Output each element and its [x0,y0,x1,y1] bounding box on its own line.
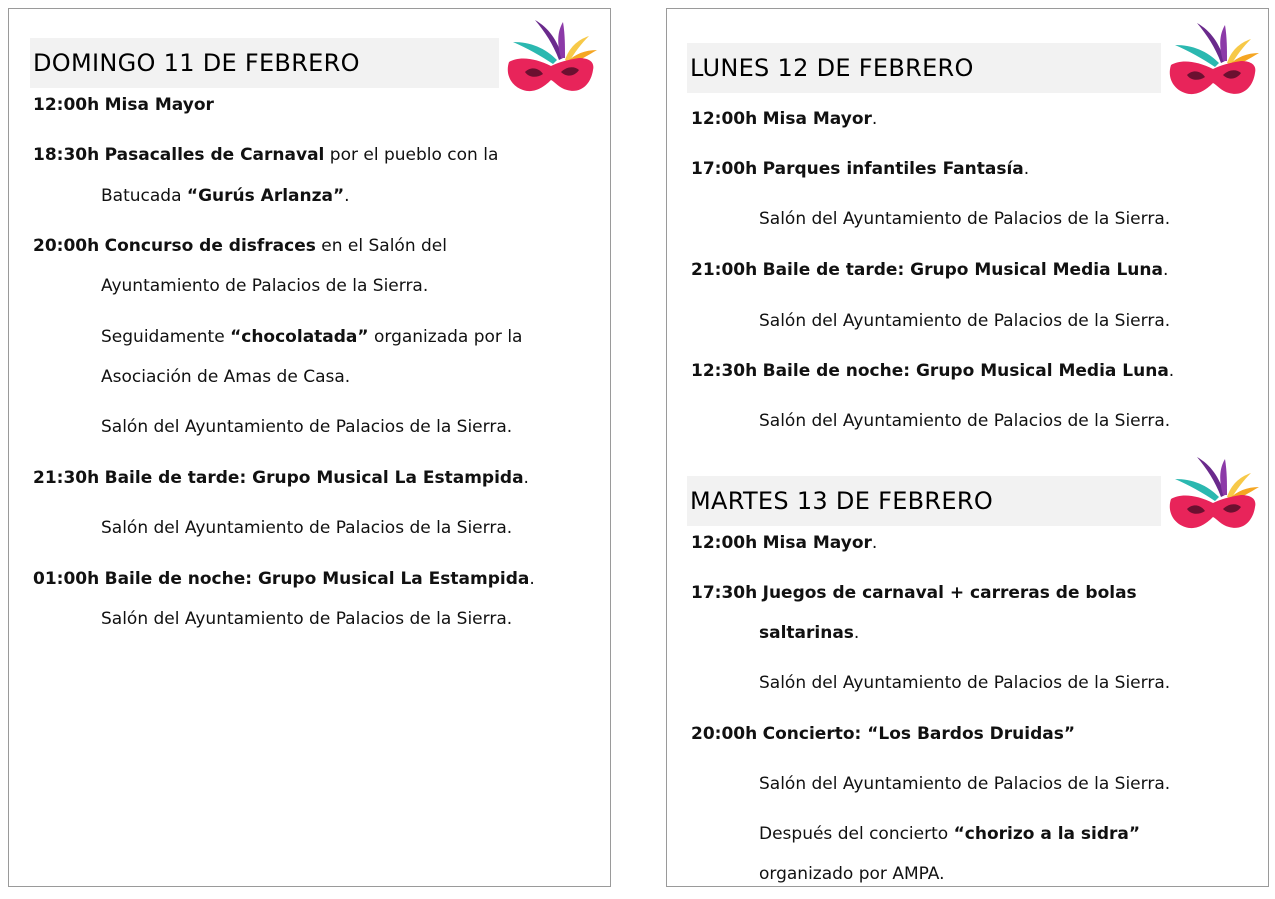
day-heading-domingo: DOMINGO 11 DE FEBRERO [30,38,499,88]
event-title: Concurso de disfraces [104,236,316,256]
event-text: por el pueblo con la [324,145,499,165]
event-title: Misa Mayor [762,533,872,553]
day-heading-lunes: LUNES 12 DE FEBRERO [687,43,1161,93]
event-title: Misa Mayor [104,95,214,115]
event-title: Parques infantiles Fantasía [762,159,1024,179]
event-line [759,822,1140,846]
page-left [8,8,611,887]
event-text: . [344,186,350,206]
event-time: 17:30h [691,583,758,603]
event-text: . [523,468,529,488]
event-text: . [1162,260,1169,280]
event-venue: Salón del Ayuntamiento de Palacios de la Sierra. [759,209,1171,229]
carnival-mask-icon [1167,455,1259,531]
event-venue: Salón del Ayuntamiento de Palacios de la Sierra. [759,411,1171,431]
event-line [33,466,529,490]
event-text: . [871,533,878,553]
event-title: Baile de tarde: Grupo Musical La Estampida [104,468,524,488]
event-time: 20:00h [33,236,100,256]
event-time: 12:30h [691,361,758,381]
event-line [759,621,859,645]
event-text: . [1023,159,1030,179]
event-time: 12:00h [691,533,758,553]
event-line [101,184,350,208]
event-text: . [871,109,878,129]
event-title: saltarinas [759,623,854,643]
event-highlight: “Gurús Arlanza” [186,186,345,206]
event-venue: Salón del Ayuntamiento de Palacios de la Sierra. [759,774,1171,794]
event-text: organizado por AMPA. [759,864,945,884]
event-text: Ayuntamiento de Palacios de la Sierra. [101,276,429,296]
event-text: . [529,569,535,589]
page-right [666,8,1269,887]
event-venue: Salón del Ayuntamiento de Palacios de la Sierra. [101,417,513,437]
event-line [691,157,1029,181]
event-line [101,365,350,389]
event-time: 12:00h [691,109,758,129]
event-line [691,722,1075,746]
event-highlight: “chorizo a la sidra” [953,824,1141,844]
event-title: Juegos de carnaval + carreras de bolas [762,583,1137,603]
event-line [691,359,1174,383]
event-text: . [1168,361,1175,381]
event-highlight: “chocolatada” [230,327,369,347]
event-time: 20:00h [691,724,758,744]
event-title: Pasacalles de Carnaval [104,145,325,165]
event-time: 21:30h [33,468,100,488]
event-line [101,325,522,349]
event-line [691,258,1168,282]
event-text: Batucada [101,186,187,206]
event-venue: Salón del Ayuntamiento de Palacios de la Sierra. [101,609,513,629]
event-time: 01:00h [33,569,100,589]
event-line [691,531,877,555]
carnival-mask-icon [505,18,597,94]
event-venue: Salón del Ayuntamiento de Palacios de la Sierra. [759,311,1171,331]
event-line [101,274,428,298]
event-line [33,567,535,591]
event-title: Baile de tarde: Grupo Musical Media Luna [762,260,1163,280]
event-line [759,862,945,886]
event-line [691,107,877,131]
event-text: Seguidamente [101,327,231,347]
event-time: 21:00h [691,260,758,280]
event-time: 18:30h [33,145,100,165]
day-heading-martes: MARTES 13 DE FEBRERO [687,476,1161,526]
event-text: Asociación de Amas de Casa. [101,367,351,387]
event-line [691,581,1137,605]
event-title: Misa Mayor [762,109,872,129]
event-time: 17:00h [691,159,758,179]
event-text: en el Salón del [315,236,447,256]
event-highlight: “Los Bardos Druidas” [867,724,1076,744]
event-text: . [853,623,860,643]
event-title: Baile de noche: Grupo Musical Media Luna [762,361,1169,381]
event-text: organizada por la [368,327,523,347]
event-title: Concierto: [762,724,868,744]
carnival-mask-icon [1167,21,1259,97]
event-venue: Salón del Ayuntamiento de Palacios de la Sierra. [101,518,513,538]
event-venue: Salón del Ayuntamiento de Palacios de la Sierra. [759,673,1171,693]
event-line [33,93,214,117]
event-title: Baile de noche: Grupo Musical La Estampida [104,569,530,589]
event-line [33,234,447,258]
event-time: 12:00h [33,95,100,115]
event-line [33,143,498,167]
event-text: Después del concierto [759,824,954,844]
